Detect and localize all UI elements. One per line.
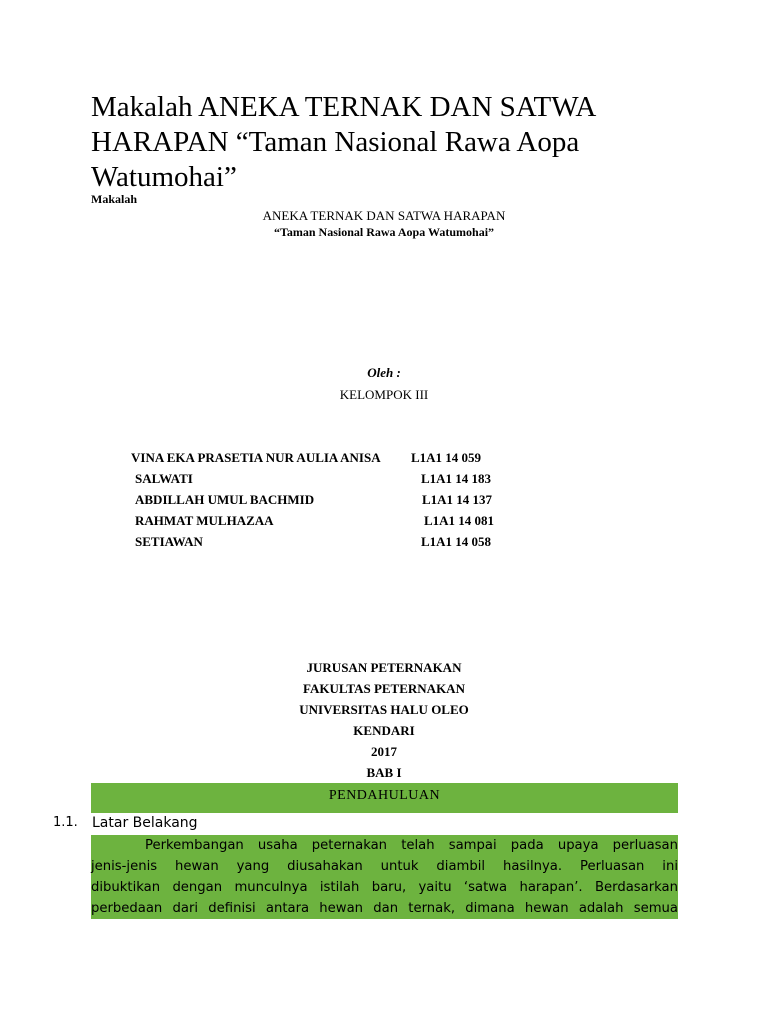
body-line: Perkembangan usaha peternakan telah sampai pada upaya perluasan xyxy=(145,838,678,853)
section-title: Latar Belakang xyxy=(92,815,198,831)
member-name: RAHMAT MULHAZAA xyxy=(135,513,274,528)
body-line: jenis-jenis hewan yang diusahakan untuk diambil hasilnya. Perluasan ini xyxy=(91,859,678,874)
department: JURUSAN PETERNAKAN xyxy=(306,660,462,675)
faculty: FAKULTAS PETERNAKAN xyxy=(303,681,465,696)
member-id: L1A1 14 137 xyxy=(422,492,493,507)
member-name: VINA EKA PRASETIA NUR AULIA ANISA xyxy=(131,450,381,465)
year: 2017 xyxy=(371,744,397,759)
city: KENDARI xyxy=(353,723,415,738)
chapter-label: BAB I xyxy=(366,765,402,780)
body-line: dibuktikan dengan munculnya istilah baru, yaitu ‘satwa harapan’. Berdasarkan xyxy=(91,880,678,895)
member-name: ABDILLAH UMUL BACHMID xyxy=(135,492,315,507)
section-number: 1.1. xyxy=(53,815,78,830)
body-line: perbedaan dari definisi antara hewan dan ternak, dimana hewan adalah semua xyxy=(91,901,678,916)
member-name: SALWATI xyxy=(135,471,193,486)
member-id: L1A1 14 059 xyxy=(411,450,482,465)
member-id: L1A1 14 081 xyxy=(424,513,495,528)
chapter-title: PENDAHULUAN xyxy=(91,783,678,813)
course-title: ANEKA TERNAK DAN SATWA HARAPAN xyxy=(262,208,506,223)
university: UNIVERSITAS HALU OLEO xyxy=(299,702,469,717)
group-name: KELOMPOK III xyxy=(339,387,429,402)
topic-title: “Taman Nasional Rawa Aopa Watumohai” xyxy=(273,225,495,239)
member-id: L1A1 14 058 xyxy=(421,534,492,549)
document-type-label: Makalah xyxy=(91,192,138,206)
by-label: Oleh : xyxy=(367,365,401,380)
document-title: Makalah ANEKA TERNAK DAN SATWA HARAPAN “Taman Nasional Rawa Aopa Watumohai” xyxy=(91,91,595,193)
member-id: L1A1 14 183 xyxy=(421,471,492,486)
section-body xyxy=(91,835,678,919)
member-name: SETIAWAN xyxy=(135,534,203,549)
